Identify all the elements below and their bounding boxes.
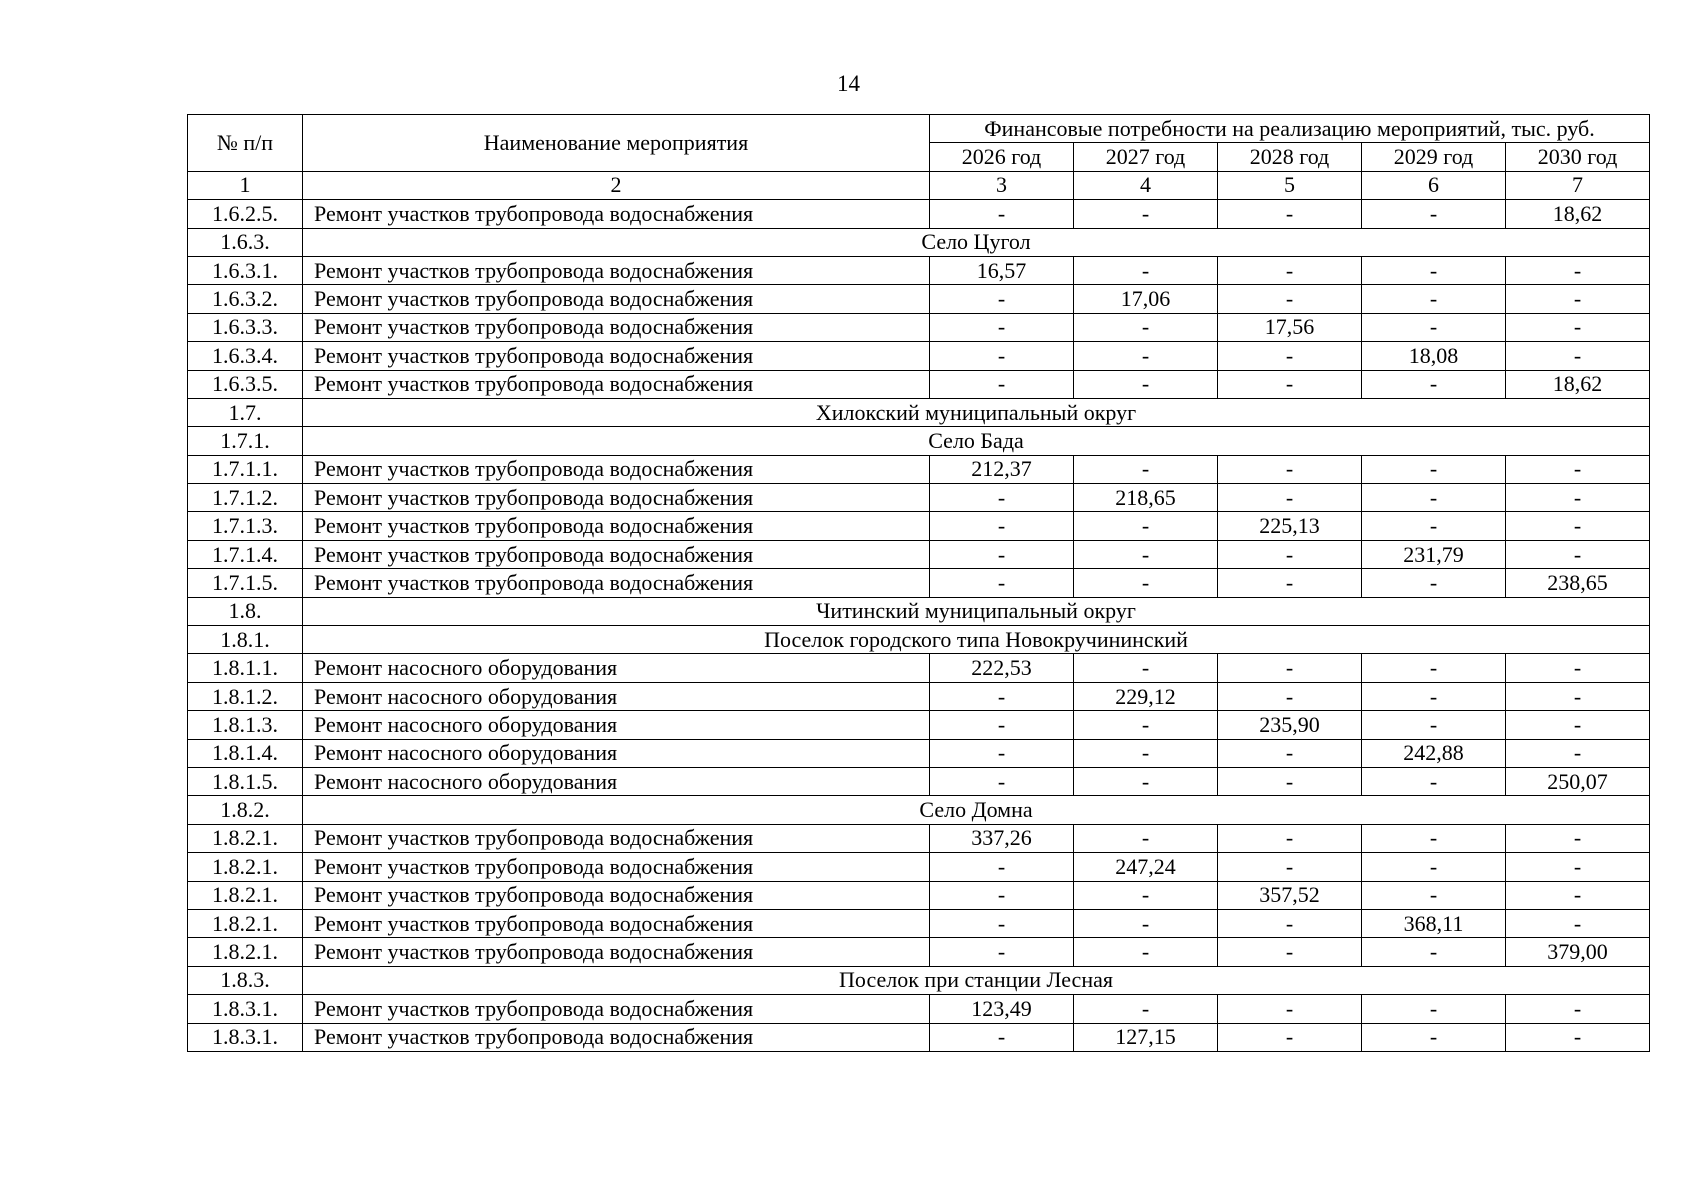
table-row — [188, 824, 1650, 852]
year-value: - — [1506, 540, 1650, 568]
year-value: - — [1506, 739, 1650, 767]
activity-name: Ремонт насосного оборудования — [303, 739, 930, 767]
year-value: 231,79 — [1362, 540, 1506, 568]
year-value: - — [1506, 909, 1650, 937]
year-value: - — [930, 1023, 1074, 1051]
year-value: - — [930, 200, 1074, 228]
year-value: - — [930, 313, 1074, 341]
table-row — [188, 540, 1650, 568]
year-value: - — [930, 370, 1074, 398]
year-value: - — [1362, 256, 1506, 284]
activity-name: Ремонт участков трубопровода водоснабжения — [303, 484, 930, 512]
column-number: 1 — [188, 171, 303, 199]
activity-name: Ремонт участков трубопровода водоснабжения — [303, 512, 930, 540]
activity-name: Ремонт участков трубопровода водоснабжения — [303, 200, 930, 228]
row-number: 1.8.2. — [188, 796, 303, 824]
year-value: - — [1362, 484, 1506, 512]
year-value: 368,11 — [1362, 909, 1506, 937]
year-value: - — [1362, 370, 1506, 398]
activity-name: Ремонт участков трубопровода водоснабжения — [303, 370, 930, 398]
column-number: 4 — [1074, 171, 1218, 199]
activity-name: Ремонт участков трубопровода водоснабжения — [303, 938, 930, 966]
row-number: 1.6.3.2. — [188, 285, 303, 313]
year-value: - — [1074, 711, 1218, 739]
table-header — [188, 115, 1650, 200]
section-title: Село Цугол — [303, 228, 1650, 256]
year-value: - — [1218, 853, 1362, 881]
year-value: - — [1506, 654, 1650, 682]
year-value: 225,13 — [1218, 512, 1362, 540]
table-body — [188, 200, 1650, 1052]
year-value: 337,26 — [930, 824, 1074, 852]
table-row — [188, 342, 1650, 370]
header-year: 2027 год — [1074, 143, 1218, 171]
year-value: 127,15 — [1074, 1023, 1218, 1051]
row-number: 1.6.3.1. — [188, 256, 303, 284]
year-value: - — [1218, 938, 1362, 966]
activity-name: Ремонт участков трубопровода водоснабжения — [303, 1023, 930, 1051]
year-value: - — [1362, 654, 1506, 682]
year-value: - — [930, 711, 1074, 739]
year-value: - — [1218, 342, 1362, 370]
year-value: - — [1362, 569, 1506, 597]
table-row — [188, 739, 1650, 767]
year-value: - — [1218, 200, 1362, 228]
year-value: 17,56 — [1218, 313, 1362, 341]
section-title: Поселок при станции Лесная — [303, 966, 1650, 994]
section-row — [188, 398, 1650, 426]
activity-name: Ремонт участков трубопровода водоснабжения — [303, 256, 930, 284]
year-value: - — [930, 853, 1074, 881]
activity-name: Ремонт участков трубопровода водоснабжения — [303, 540, 930, 568]
year-value: - — [1218, 256, 1362, 284]
year-value: - — [1362, 512, 1506, 540]
year-value: - — [1074, 654, 1218, 682]
year-value: - — [1074, 455, 1218, 483]
activity-name: Ремонт участков трубопровода водоснабжения — [303, 342, 930, 370]
activity-name: Ремонт участков трубопровода водоснабжения — [303, 455, 930, 483]
table-row — [188, 938, 1650, 966]
year-value: 238,65 — [1506, 569, 1650, 597]
year-value: 379,00 — [1506, 938, 1650, 966]
activity-name: Ремонт насосного оборудования — [303, 767, 930, 795]
year-value: - — [930, 881, 1074, 909]
column-number: 7 — [1506, 171, 1650, 199]
year-value: - — [1074, 938, 1218, 966]
table-row — [188, 853, 1650, 881]
table-row — [188, 995, 1650, 1023]
year-value: 18,62 — [1506, 200, 1650, 228]
section-title: Читинский муниципальный округ — [303, 597, 1650, 625]
year-value: 235,90 — [1218, 711, 1362, 739]
year-value: - — [1074, 739, 1218, 767]
year-value: - — [1506, 313, 1650, 341]
year-value: - — [1218, 569, 1362, 597]
year-value: - — [1506, 824, 1650, 852]
year-value: - — [1218, 285, 1362, 313]
year-value: - — [930, 739, 1074, 767]
activity-name: Ремонт насосного оборудования — [303, 711, 930, 739]
row-number: 1.8.3.1. — [188, 1023, 303, 1051]
year-value: - — [1074, 909, 1218, 937]
year-value: - — [930, 569, 1074, 597]
year-value: - — [1218, 654, 1362, 682]
year-value: - — [930, 285, 1074, 313]
year-value: - — [930, 484, 1074, 512]
year-value: - — [930, 540, 1074, 568]
table-row — [188, 1023, 1650, 1051]
activity-name: Ремонт участков трубопровода водоснабжения — [303, 824, 930, 852]
table-row — [188, 654, 1650, 682]
year-value: - — [1218, 682, 1362, 710]
row-number: 1.8.1. — [188, 626, 303, 654]
year-value: 247,24 — [1074, 853, 1218, 881]
year-value: 218,65 — [1074, 484, 1218, 512]
row-number: 1.6.3.4. — [188, 342, 303, 370]
table-row — [188, 909, 1650, 937]
activity-name: Ремонт участков трубопровода водоснабжения — [303, 909, 930, 937]
year-value: - — [1218, 767, 1362, 795]
header-num: № п/п — [188, 115, 303, 172]
row-number: 1.8.1.3. — [188, 711, 303, 739]
year-value: - — [1074, 370, 1218, 398]
year-value: - — [1362, 938, 1506, 966]
year-value: 222,53 — [930, 654, 1074, 682]
year-value: - — [1362, 995, 1506, 1023]
year-value: - — [1074, 512, 1218, 540]
table-row — [188, 313, 1650, 341]
header-financial-needs: Финансовые потребности на реализацию мероприятий, тыс. руб. — [930, 115, 1650, 143]
row-number: 1.8.2.1. — [188, 853, 303, 881]
row-number: 1.8.3.1. — [188, 995, 303, 1023]
year-value: 18,62 — [1506, 370, 1650, 398]
year-value: 212,37 — [930, 455, 1074, 483]
year-value: - — [1362, 853, 1506, 881]
page-number: 14 — [837, 71, 860, 96]
row-number: 1.6.3. — [188, 228, 303, 256]
year-value: - — [1362, 285, 1506, 313]
column-number: 3 — [930, 171, 1074, 199]
column-number: 2 — [303, 171, 930, 199]
year-value: 123,49 — [930, 995, 1074, 1023]
year-value: 16,57 — [930, 256, 1074, 284]
activity-name: Ремонт насосного оборудования — [303, 654, 930, 682]
year-value: - — [1362, 1023, 1506, 1051]
row-number: 1.7.1.5. — [188, 569, 303, 597]
year-value: 357,52 — [1218, 881, 1362, 909]
year-value: 250,07 — [1506, 767, 1650, 795]
header-year: 2029 год — [1362, 143, 1506, 171]
row-number: 1.8.1.1. — [188, 654, 303, 682]
year-value: - — [1074, 342, 1218, 370]
year-value: - — [1506, 285, 1650, 313]
table-row — [188, 767, 1650, 795]
table-row — [188, 370, 1650, 398]
section-title: Село Домна — [303, 796, 1650, 824]
row-number: 1.8.2.1. — [188, 938, 303, 966]
row-number: 1.8.3. — [188, 966, 303, 994]
year-value: - — [1074, 995, 1218, 1023]
year-value: - — [1218, 1023, 1362, 1051]
header-name: Наименование мероприятия — [303, 115, 930, 172]
table-row — [188, 455, 1650, 483]
header-year: 2028 год — [1218, 143, 1362, 171]
row-number: 1.7.1.1. — [188, 455, 303, 483]
table-row — [188, 711, 1650, 739]
year-value: - — [1218, 484, 1362, 512]
row-number: 1.6.2.5. — [188, 200, 303, 228]
year-value: - — [1506, 342, 1650, 370]
table-row — [188, 484, 1650, 512]
activity-name: Ремонт участков трубопровода водоснабжения — [303, 285, 930, 313]
table-row — [188, 200, 1650, 228]
table-row — [188, 285, 1650, 313]
year-value: - — [1506, 256, 1650, 284]
row-number: 1.8.1.4. — [188, 739, 303, 767]
row-number: 1.8.1.2. — [188, 682, 303, 710]
year-value: - — [930, 767, 1074, 795]
activity-name: Ремонт насосного оборудования — [303, 682, 930, 710]
year-value: - — [1218, 540, 1362, 568]
year-value: - — [1074, 256, 1218, 284]
year-value: 17,06 — [1074, 285, 1218, 313]
row-number: 1.7.1.3. — [188, 512, 303, 540]
activity-name: Ремонт участков трубопровода водоснабжения — [303, 995, 930, 1023]
year-value: 18,08 — [1362, 342, 1506, 370]
year-value: - — [1218, 995, 1362, 1023]
year-value: - — [1074, 824, 1218, 852]
row-number: 1.6.3.3. — [188, 313, 303, 341]
year-value: - — [1506, 512, 1650, 540]
year-value: - — [1506, 881, 1650, 909]
table-row — [188, 682, 1650, 710]
year-value: - — [1362, 881, 1506, 909]
activity-name: Ремонт участков трубопровода водоснабжения — [303, 569, 930, 597]
column-number: 6 — [1362, 171, 1506, 199]
table-row — [188, 512, 1650, 540]
year-value: - — [930, 512, 1074, 540]
year-value: - — [1218, 909, 1362, 937]
year-value: - — [1362, 767, 1506, 795]
year-value: - — [1218, 739, 1362, 767]
header-year: 2030 год — [1506, 143, 1650, 171]
financial-needs-table — [187, 114, 1650, 1052]
activity-name: Ремонт участков трубопровода водоснабжения — [303, 853, 930, 881]
section-row — [188, 966, 1650, 994]
year-value: - — [1074, 540, 1218, 568]
year-value: - — [1506, 484, 1650, 512]
table-row — [188, 569, 1650, 597]
year-value: - — [1362, 455, 1506, 483]
year-value: - — [1362, 313, 1506, 341]
row-number: 1.8. — [188, 597, 303, 625]
header-year: 2026 год — [930, 143, 1074, 171]
year-value: - — [1362, 824, 1506, 852]
year-value: - — [930, 682, 1074, 710]
year-value: - — [1074, 881, 1218, 909]
year-value: - — [1074, 200, 1218, 228]
row-number: 1.6.3.5. — [188, 370, 303, 398]
row-number: 1.7.1.2. — [188, 484, 303, 512]
row-number: 1.8.2.1. — [188, 881, 303, 909]
year-value: - — [1074, 767, 1218, 795]
year-value: - — [930, 909, 1074, 937]
year-value: - — [1362, 682, 1506, 710]
year-value: - — [1506, 711, 1650, 739]
year-value: - — [1218, 824, 1362, 852]
section-row — [188, 626, 1650, 654]
year-value: - — [1506, 853, 1650, 881]
year-value: - — [1074, 569, 1218, 597]
year-value: - — [1506, 455, 1650, 483]
row-number: 1.8.2.1. — [188, 909, 303, 937]
year-value: 229,12 — [1074, 682, 1218, 710]
row-number: 1.7.1.4. — [188, 540, 303, 568]
section-row — [188, 427, 1650, 455]
activity-name: Ремонт участков трубопровода водоснабжения — [303, 313, 930, 341]
row-number: 1.8.2.1. — [188, 824, 303, 852]
section-title: Село Бада — [303, 427, 1650, 455]
year-value: - — [1362, 200, 1506, 228]
year-value: - — [1506, 995, 1650, 1023]
row-number: 1.7.1. — [188, 427, 303, 455]
section-row — [188, 228, 1650, 256]
column-number: 5 — [1218, 171, 1362, 199]
year-value: - — [930, 342, 1074, 370]
year-value: - — [1074, 313, 1218, 341]
year-value: - — [930, 938, 1074, 966]
section-title: Поселок городского типа Новокручининский — [303, 626, 1650, 654]
section-row — [188, 796, 1650, 824]
year-value: - — [1218, 455, 1362, 483]
year-value: - — [1506, 682, 1650, 710]
section-title: Хилокский муниципальный округ — [303, 398, 1650, 426]
section-row — [188, 597, 1650, 625]
year-value: - — [1218, 370, 1362, 398]
year-value: - — [1506, 1023, 1650, 1051]
activity-name: Ремонт участков трубопровода водоснабжения — [303, 881, 930, 909]
year-value: 242,88 — [1362, 739, 1506, 767]
table-row — [188, 256, 1650, 284]
row-number: 1.7. — [188, 398, 303, 426]
year-value: - — [1362, 711, 1506, 739]
table-row — [188, 881, 1650, 909]
row-number: 1.8.1.5. — [188, 767, 303, 795]
